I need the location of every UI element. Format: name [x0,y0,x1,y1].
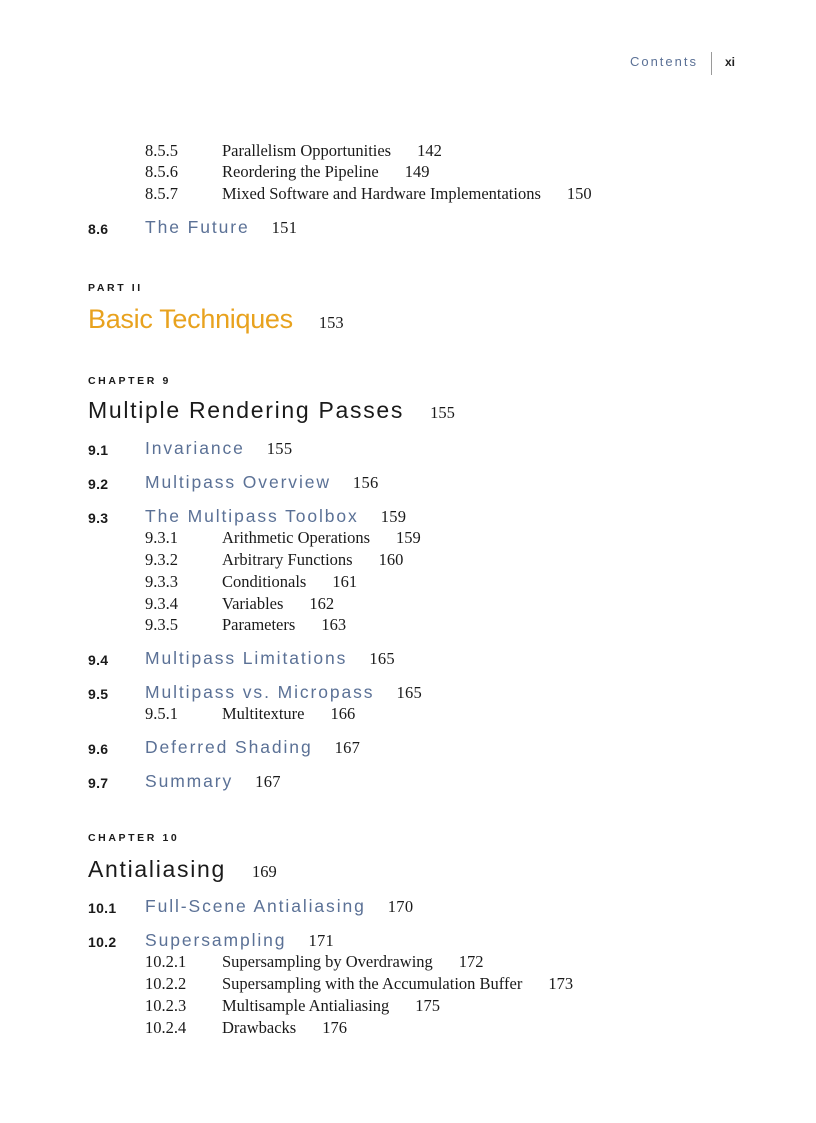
toc-subsection[interactable] [145,162,429,182]
subsection-title: Arbitrary Functions [222,550,353,569]
subsection-title: Multitexture [222,704,305,723]
chapter-label: CHAPTER 10 [88,832,180,844]
section-title: Deferred Shading 167 [145,737,361,757]
section-number: 8.6 [88,221,109,237]
section-title: Multipass vs. Micropass 165 [145,682,423,702]
subsection-page: 161 [332,572,358,591]
toc-subsection[interactable] [145,952,484,972]
subsection-page: 162 [309,594,335,613]
part-page: 153 [318,313,344,332]
section-title: Supersampling 171 [145,930,335,950]
section-title: Full-Scene Antialiasing 170 [145,896,414,916]
subsection-page: 176 [322,1018,347,1037]
section-page: 155 [266,439,293,458]
subsection-page: 160 [378,550,404,569]
subsection-number: 10.2.1 [145,952,187,971]
toc-subsection[interactable] [145,974,573,994]
subsection-number: 9.3.3 [145,572,178,591]
subsection-title: Multisample Antialiasing [222,996,390,1015]
section-page: 170 [387,897,414,916]
subsection-number: 8.5.6 [145,162,178,181]
toc-subsection[interactable] [145,996,440,1016]
section-title: The Multipass Toolbox 159 [145,506,407,526]
section-page: 151 [271,218,298,237]
section-page: 167 [255,772,281,791]
section-number: 9.4 [88,652,109,668]
section-number: 10.1 [88,900,117,916]
running-header [0,52,816,78]
toc-subsection[interactable] [145,704,355,724]
subsection-title: Reordering the Pipeline [222,162,379,181]
toc-subsection[interactable] [145,141,442,161]
subsection-page: 159 [396,528,421,547]
chapter-heading[interactable] [88,856,277,883]
toc-subsection[interactable] [145,615,346,635]
toc-subsection[interactable] [145,572,357,592]
subsection-number: 10.2.3 [145,996,187,1015]
subsection-number: 9.3.4 [145,594,178,613]
subsection-page: 142 [417,141,442,160]
section-page: 167 [334,738,361,757]
section-number: 9.7 [88,775,109,791]
section-page: 159 [380,507,407,526]
chapter-title: Multiple Rendering Passes [88,397,405,423]
subsection-page: 173 [548,974,574,993]
toc-subsection[interactable] [145,528,421,548]
chapter-page: 155 [430,403,455,422]
subsection-page: 163 [321,615,347,634]
section-title: Summary 167 [145,771,281,791]
chapter-title: Antialiasing [88,856,227,882]
section-page: 165 [396,683,423,702]
subsection-page: 149 [404,162,430,181]
section-number: 9.1 [88,442,109,458]
section-page: 156 [352,473,379,492]
subsection-title: Parallelism Opportunities [222,141,392,160]
section-number: 9.2 [88,476,109,492]
section-number: 9.3 [88,510,109,526]
subsection-title: Conditionals [222,572,307,591]
section-title: Multipass Overview 156 [145,472,379,492]
toc-subsection[interactable] [145,1018,347,1038]
page-number: xi [725,55,736,69]
subsection-title: Drawbacks [222,1018,297,1037]
subsection-title: Parameters [222,615,296,634]
section-number: 9.6 [88,741,109,757]
section-title: Multipass Limitations 165 [145,648,395,668]
subsection-page: 150 [566,184,592,203]
chapter-page: 169 [252,862,277,881]
subsection-title: Supersampling with the Accumulation Buffer [222,974,523,993]
subsection-page: 172 [458,952,484,971]
subsection-title: Variables [222,594,284,613]
part-label: PART II [88,282,143,294]
subsection-number: 9.3.5 [145,615,178,634]
toc-subsection[interactable] [145,594,334,614]
chapter-label: CHAPTER 9 [88,375,171,387]
chapter-heading[interactable] [88,397,455,424]
section-page: 165 [369,649,395,668]
section-title: Invariance 155 [145,438,293,458]
subsection-number: 9.3.2 [145,550,178,569]
subsection-number: 8.5.7 [145,184,178,203]
subsection-number: 8.5.5 [145,141,178,160]
section-number: 10.2 [88,934,117,950]
section-page: 171 [308,931,335,950]
subsection-title: Mixed Software and Hardware Implementations [222,184,541,203]
running-header-title: Contents [629,54,698,69]
subsection-page: 166 [330,704,356,723]
section-title: The Future 151 [145,217,298,237]
part-heading[interactable] [88,304,344,335]
subsection-number: 10.2.4 [145,1018,187,1037]
toc-subsection[interactable] [145,184,592,204]
subsection-number: 9.3.1 [145,528,178,547]
toc-subsection[interactable] [145,550,403,570]
subsection-title: Supersampling by Overdrawing [222,952,433,971]
header-divider [711,52,712,75]
section-number: 9.5 [88,686,109,702]
subsection-number: 9.5.1 [145,704,178,723]
subsection-title: Arithmetic Operations [222,528,371,547]
subsection-number: 10.2.2 [145,974,187,993]
subsection-page: 175 [415,996,441,1015]
part-title: Basic Techniques [88,304,293,334]
